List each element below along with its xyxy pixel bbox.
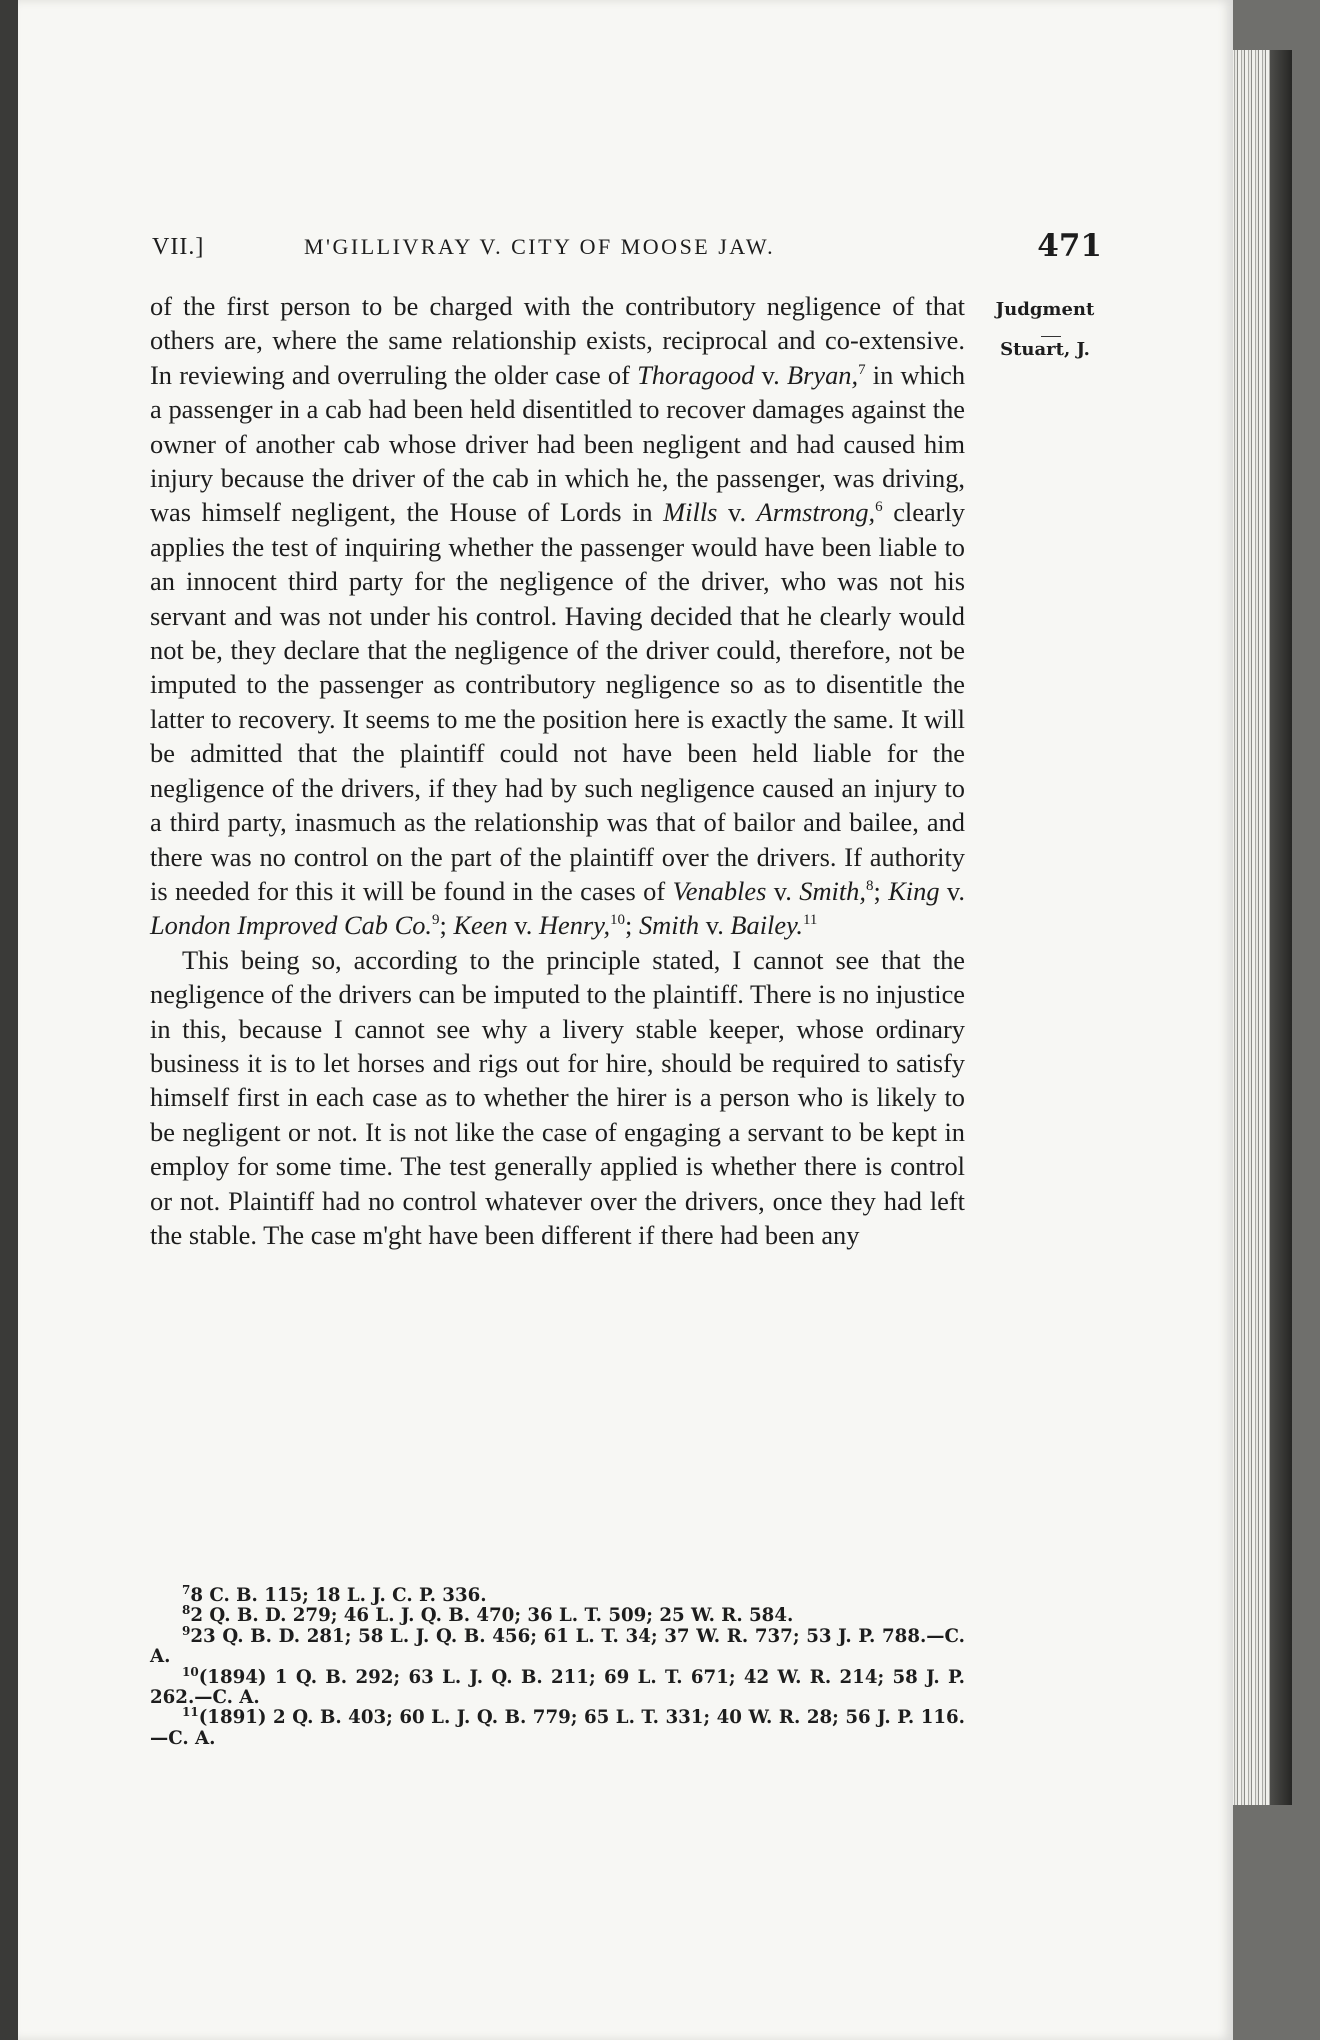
margin-note-judge: Stuart, J.: [985, 330, 1105, 370]
footnote-ref: 6: [875, 499, 883, 516]
case-name: Smith: [638, 910, 700, 941]
footnote: $^{11}$(1891) 2 Q. B. 403; 60 L. J. Q. B. 779; 65 L. T. 331; 40 W. R. 28; 56 J. P. 116.—C. A.: [150, 1705, 965, 1749]
scan-border-left: [0, 0, 18, 2040]
margin-note: [985, 290, 1105, 370]
paragraph-2: This being so, according to the principle stated, I cannot see that the negligence of the drivers can be imputed to the plaintiff. There is no injustice in this, because I cannot see why a livery stable keeper, whose ordinary business it is to let horses and rigs out for hire, should be required to satisfy himself first in each case as to whether the hirer is a person who is likely to be negligent or not. It is not like the case of engaging a servant to be kept in employ for some time. The test generally applied is whether there is control or not. Plaintiff had no control whatever over the drivers, once they had left the stable. The case m'ght have been different if there had been any: [150, 944, 965, 1250]
chapter-label: VII.]: [152, 234, 205, 260]
page-number: 471: [1037, 228, 1102, 264]
footnote-ref: 7: [858, 362, 866, 379]
case-name: Venables: [672, 875, 767, 906]
footnote: $^{10}$(1894) 1 Q. B. 292; 63 L. J. Q. B. 211; 69 L. T. 671; 42 W. R. 214; 58 J. P. 262.—C. A.: [150, 1664, 965, 1709]
paragraph-1: of the first person to be charged with the contributory negligence of that others are, where the same relationship exists, reciprocal and co-extensive. In reviewing and overruling the older case of Thoragood v. Bryan,$^7$ in which a passenger in a cab had been held disentitled to recover damages against the owner of another cab whose driver had been negligent and had caused him injury because the driver of the cab in which he, the passenger, was driving, was himself negligent, the House of Lords in Mills v. Armstrong,$^6$ clearly applies the test of inquiring whether the passenger would have been liable to an innocent third party for the negligence of the driver, who was not his servant and was not under his control. Having decided that he clearly would not be, they declare that the negligence of the driver could, therefore, not be imputed to the passenger as contributory negligence so as to disentitle the latter to recovery. It seems to me the position here is exactly the same. It will be admitted that the plaintiff could not have been held liable for the negligence of the drivers, if they had by such negligence caused an injury to a third party, inasmuch as the relationship was that of bailor and bailee, and there was no control on the part of the plaintiff over the drivers. If authority is needed for this it will be found in the cases of Venables v. Smith,$^8$; King v. London Improved Cab Co.$^9$; Keen v. Henry,$^{10}$; Smith v. Bailey.$^{11}$: [150, 291, 966, 941]
footnote: $^9$23 Q. B. D. 281; 58 L. J. Q. B. 456; 61 L. T. 34; 37 W. R. 737; 53 J. P. 788.—C. A.: [150, 1623, 965, 1668]
running-header: [152, 228, 1102, 272]
footnote-ref: 11: [802, 912, 818, 929]
footnotes: [150, 1582, 965, 1749]
case-name: Thoragood: [637, 359, 755, 390]
body-text: [150, 289, 965, 1252]
footnote-ref: 10: [610, 912, 626, 929]
running-title: M'GILLIVRAY V. CITY OF MOOSE JAW.: [304, 234, 776, 259]
footnote-number: 8: [182, 1603, 191, 1618]
case-name: Keen: [453, 910, 508, 941]
case-name: King: [888, 875, 940, 906]
case-name: Mills: [663, 497, 718, 528]
case-name: Smith,: [799, 875, 866, 906]
footnote-number: 7: [182, 1582, 191, 1597]
case-name: Bryan,: [786, 359, 859, 390]
case-name: Henry,: [538, 910, 611, 941]
footnote: $^8$2 Q. B. D. 279; 46 L. J. Q. B. 470; 36 L. T. 509; 25 W. R. 584.: [182, 1603, 794, 1627]
margin-note-heading: Judgment: [995, 299, 1095, 320]
footnote-ref: 9: [432, 912, 440, 929]
footnote-number: 9: [182, 1623, 191, 1638]
case-name: Bailey.: [730, 910, 803, 941]
footnote-ref: 8: [865, 878, 874, 895]
case-name: London Improved Cab Co.: [150, 910, 432, 941]
case-name: Armstrong,: [756, 497, 876, 528]
footnote-number: 11: [182, 1705, 199, 1720]
footnote: $^7$8 C. B. 115; 18 L. J. C. P. 336.: [182, 1582, 487, 1606]
footnote-number: 10: [182, 1664, 199, 1679]
